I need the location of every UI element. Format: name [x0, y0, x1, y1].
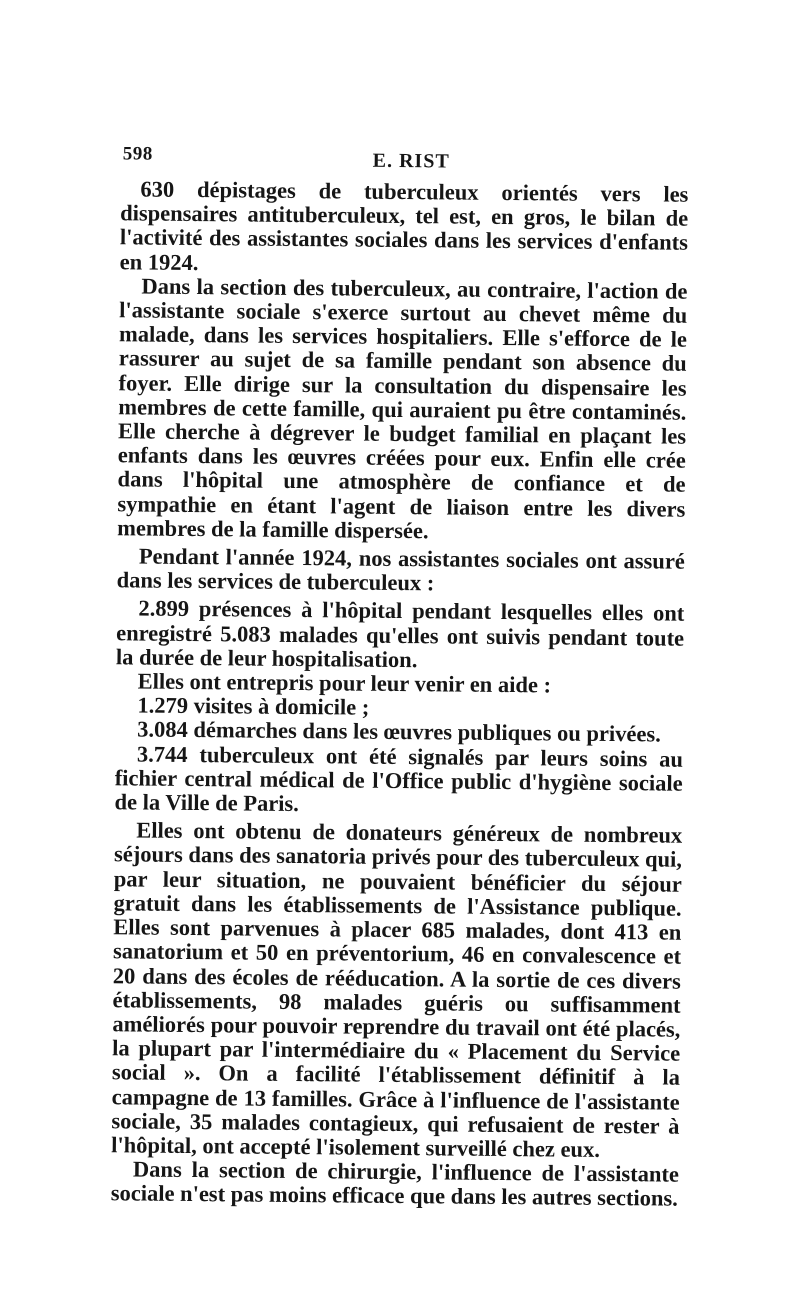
running-head: E. RIST [372, 149, 450, 173]
list-item-home-visits: 1.279 visites à domicile ; [137, 692, 370, 720]
paragraph-screening-summary: 630 dépistages de tuberculeux orientés vers les dispensaires antituberculeux, tel est, en gros, le bilan de l'activité des assistantes sociales dans les services d'enfants en 1924. [119, 176, 689, 275]
paragraph-hospital-presences: 2.899 présences à l'hôpital pendant lesquelles elles ont enregistré 5.083 malades qu'elles ont suivis pendant toute la durée de leur hospitalisation. [115, 595, 685, 673]
list-item-procedures: 3.084 démarches dans les œuvres publiques ou privées. [137, 716, 661, 747]
paragraph-aid-intro: Elles ont entrepris pour leur venir en aide : [137, 668, 552, 698]
paragraph-sanatoria-placements: Elles ont obtenu de donateurs généreux de nombreux séjours dans des sanatoria privés pour des tuberculeux qui, par leur situation, ne pouvaient bénéficier du séjour gratuit dans les établissements de l'Assistance publique. Elles sont parvenues à placer 685 malades, dont 413 en sanatorium et 50 en préventorium, 46 en convalescence et 20 dans des écoles de rééducation. A la sortie de ces divers établissements, 98 malades guéris ou suffisamment améliorés pour pouvoir reprendre du travail ont été placés, la plupart par l'intermédiaire du « Placement du Service social ». On a facilité l'établissement définitif à la campagne de 13 familles. Grâce à l'influence de l'assistante sociale, 35 malades contagieux, qui refusaient de rester à l'hôpital, ont accepté l'isolement surveillé chez eux. [111, 817, 683, 1162]
paragraph-reported-cases: 3.744 tuberculeux ont été signalés par leurs soins au fichier central médical de l'Office public d'hygiène sociale de la Ville de Paris. [114, 741, 684, 817]
page-number: 598 [122, 143, 153, 165]
paragraph-surgery-section: Dans la section de chirurgie, l'influence de l'assistante sociale n'est pas moins efficace que dans les autres sections. [110, 1156, 680, 1212]
body-text [111, 177, 689, 1211]
paragraph-year-1924-intro: Pendant l'année 1924, nos assistantes sociales ont assuré dans les services de tuberculeux : [116, 543, 685, 596]
paragraph-tuberculosis-section: Dans la section des tuberculeux, au contraire, l'action de l'assistante sociale s'exerce surtout au chevet même du malade, dans les services hospitaliers. Elle s'efforce de le rassurer au sujet de sa famille pendant son absence du foyer. Elle dirige sur la consultation du dispensaire les membres de cette famille, qui auraient pu être contaminés. Elle cherche à dégrever le budget familial en plaçant les enfants dans les œuvres créées pour eux. Enfin elle crée dans l'hôpital une atmosphère de confiance et de sympathie en étant l'agent de liaison entre les divers membres de la famille dispersée. [117, 273, 688, 544]
